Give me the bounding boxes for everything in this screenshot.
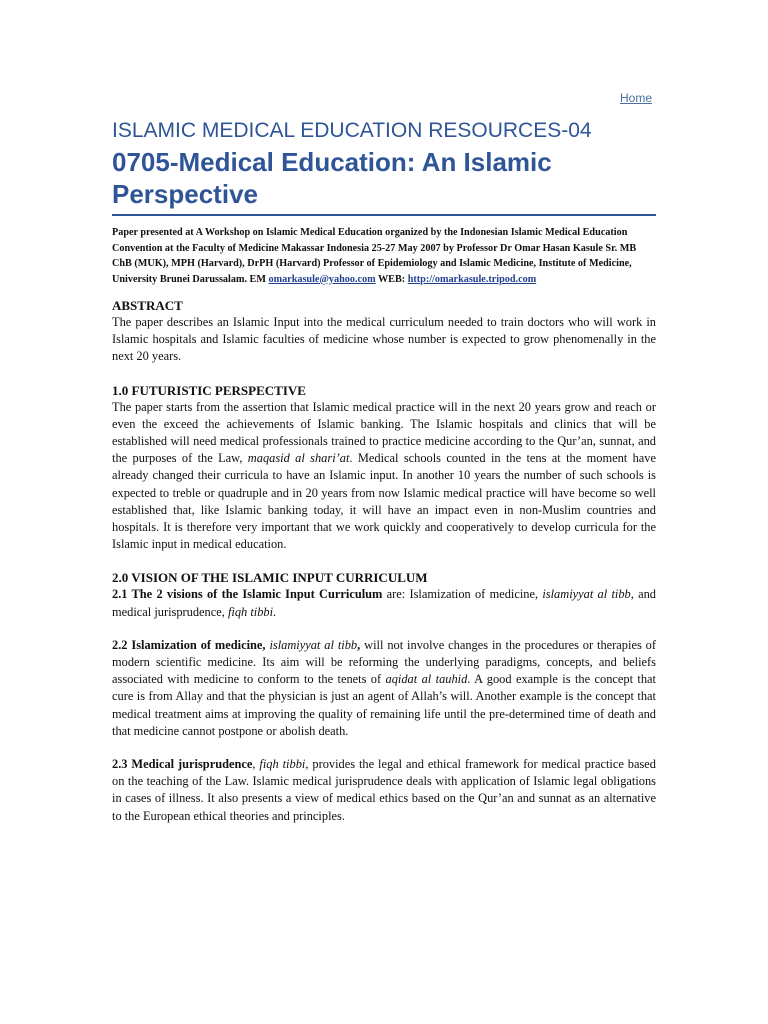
web-label: WEB: bbox=[375, 273, 408, 285]
section2-2-text-a: will not involve changes in the procedures or therapies of modern scientific medicine. Its aim will be reforming the underlying paradigms, concepts, and beliefs associated with medicine to conform to the tenets of bbox=[112, 637, 656, 687]
website-link[interactable]: http://omarkasule.tripod.com bbox=[407, 273, 537, 285]
section2-2-bold: 2.2 Islamization of medicine, bbox=[112, 637, 266, 652]
section2-1-italic-b: fiqh tibbi bbox=[227, 604, 274, 619]
section2-heading: 2.0 VISION OF THE ISLAMIC INPUT CURRICULUM bbox=[112, 570, 428, 586]
section1-paragraph bbox=[112, 399, 656, 554]
section2-3-text-a: , bbox=[252, 757, 260, 772]
email-link[interactable]: omarkasule@yahoo.com bbox=[268, 273, 376, 285]
byline bbox=[112, 225, 656, 287]
section2-2-italic-b: aqidat al tauhid bbox=[385, 672, 468, 687]
section2-2-bold-b: , bbox=[357, 637, 361, 652]
section1-text-a: The paper starts from the assertion that Islamic medical practice will in the next 20 years grow and reach or even the exceed the achievements of Islamic banking. The Islamic hospitals and clinics that will be established will need medical professionals trained to practice medicine according to the Qur’an, sunnat, and the purposes of the Law, bbox=[112, 399, 656, 466]
section2-1-text-b: , and medical jurisprudence, bbox=[112, 587, 656, 619]
section2-3-paragraph bbox=[112, 756, 656, 825]
document-page bbox=[112, 88, 656, 825]
section2-1-paragraph bbox=[112, 586, 656, 620]
section2-2-paragraph bbox=[112, 637, 656, 740]
section2-2-text-b: . A good example is the concept that cure is from Allay and that the physician is just an agent of Allah’s will. Another example is the concept that medical treatment aims at improving the quality of remaining life until the pre-determined time of death and that medicine cannot postpone or abolish death. bbox=[112, 672, 656, 738]
section2-1-text-a: are: Islamization of medicine, bbox=[382, 587, 543, 602]
section2-1-bold: 2.1 The 2 visions of the Islamic Input Curriculum bbox=[112, 587, 383, 602]
byline-text: Paper presented at A Workshop on Islamic Medical Education organized by the Indonesian Islamic Medical Education Convention at the Faculty of Medicine Makassar Indonesia 25-27 May 2007 by Professor Dr Omar Hasan Kasule Sr. MB ChB (MUK), MPH (Harvard), DrPH (Harvard) Professor of Epidemiology and Islamic Medicine, Institute of Medicine, University Brunei Darussalam. EM bbox=[112, 227, 637, 285]
section1-italic: maqasid al shari’at bbox=[247, 451, 350, 466]
page-title: 0705-Medical Education: An Islamic Perspective bbox=[112, 146, 656, 216]
section2-1-text-c: . bbox=[273, 604, 277, 619]
section2-3-text-b: , provides the legal and ethical framework for medical practice based on the teaching of the Law. Islamic medical jurisprudence deals with application of Islamic legal obligations in cases of illness. It also presents a view of medical ethics based on the Qur’an and sunnat as an alternative to the European ethical theories and principles. bbox=[112, 757, 657, 823]
section2-3-italic: fiqh tibbi bbox=[259, 757, 306, 772]
section1-text-b: . Medical schools counted in the tens at the moment have already changed their curricula to have an Islamic input. In another 10 years the number of such schools is expected to treble or quadruple and in 20 years from now Islamic medical practice will have become so well established that, like Islamic banking today, it will have an impact even in non-Muslim countries and hospitals. It is therefore very important that we work quickly and cooperatively to develop curricula for the Islamic input in medical education. bbox=[112, 451, 656, 552]
section2-3-bold: 2.3 Medical jurisprudence bbox=[112, 757, 253, 772]
series-title: ISLAMIC MEDICAL EDUCATION RESOURCES-04 bbox=[112, 119, 592, 142]
home-link[interactable]: Home bbox=[619, 91, 652, 105]
section1-heading: 1.0 FUTURISTIC PERSPECTIVE bbox=[112, 382, 306, 398]
section2-2-italic-a: islamiyyat al tibb bbox=[265, 637, 358, 652]
abstract-text: The paper describes an Islamic Input into the medical curriculum needed to train doctors who will work in Islamic hospitals and Islamic faculties of medicine whose number is expected to grow phenomenally in the next 20 years. bbox=[112, 315, 656, 364]
abstract-heading: ABSTRACT bbox=[112, 298, 183, 313]
section2-1-italic-a: islamiyyat al tibb bbox=[542, 587, 631, 602]
